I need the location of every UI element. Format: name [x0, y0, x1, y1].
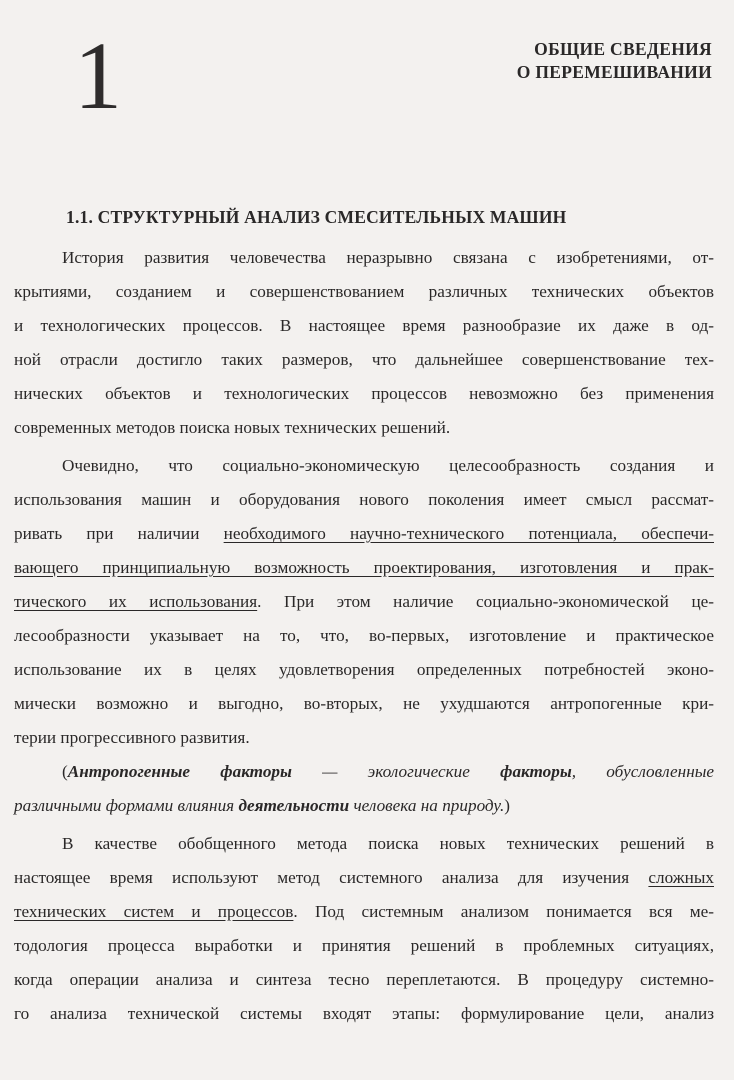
text-line: нических объектов и технологических процессов невозможно без применения [14, 384, 714, 403]
text-line: использование их в целях удовлетворения определенных потребностей эконо- [14, 660, 714, 679]
section-heading: 1.1. СТРУКТУРНЫЙ АНАЛИЗ СМЕСИТЕЛЬНЫХ МАШИН [66, 207, 567, 227]
text-span: ривать при наличии [14, 524, 224, 543]
text-line [14, 861, 714, 895]
text-span: . При этом наличие социально-экономической це- [257, 592, 714, 611]
paragraph-3 [14, 827, 714, 1031]
underlined-text: вающего принципиальную возможность проектирования, изготовления и прак- [14, 558, 714, 577]
text-line: мически возможно и выгодно, во-вторых, не ухудшаются антропогенные кри- [14, 694, 714, 713]
text-line [14, 755, 714, 789]
note-open-paren: ( [62, 762, 68, 781]
chapter-number: 1 [74, 22, 122, 129]
text-line: Очевидно, что социально-экономическую целесообразность создания и [62, 456, 714, 475]
chapter-title [517, 38, 712, 84]
text-line [14, 895, 714, 929]
underlined-text: сложных [648, 868, 714, 887]
text-span: . Под системным анализом понимается вся ме- [293, 902, 714, 921]
underlined-text: технических систем и процессов [14, 902, 294, 921]
note-paragraph [14, 755, 714, 823]
text-span: настоящее время используют метод системного анализа для изучения [14, 868, 649, 887]
note-close-paren: ) [504, 796, 510, 815]
text-line [14, 517, 714, 551]
note-term: факторы [500, 762, 572, 781]
body-text [14, 241, 714, 1031]
note-text: человека на природу. [349, 796, 505, 815]
text-line: крытиями, созданием и совершенствованием различных технических объектов [14, 282, 714, 301]
note-text: различными формами влияния [14, 796, 239, 815]
note-term: Антропогенные факторы [67, 762, 292, 781]
text-line: лесообразности указывает на то, что, во-первых, изготовление и практическое [14, 626, 714, 645]
note-text: — экологические [291, 762, 501, 781]
paragraph-2 [14, 449, 714, 755]
text-line: терии прогрессивного развития. [14, 728, 250, 747]
text-line: го анализа технической системы входят этапы: формулирование цели, анализ [14, 1004, 714, 1023]
text-line: когда операции анализа и синтеза тесно переплетаются. В процедуру системно- [14, 970, 714, 989]
text-line: современных методов поиска новых технических решений. [14, 418, 451, 437]
text-line [14, 551, 714, 585]
text-line [14, 585, 714, 619]
text-line: использования машин и оборудования нового поколения имеет смысл рассмат- [14, 490, 714, 509]
chapter-title-line-1: ОБЩИЕ СВЕДЕНИЯ [534, 39, 712, 59]
text-line: тодология процесса выработки и принятия решений в проблемных ситуациях, [14, 936, 714, 955]
text-line: История развития человечества неразрывно связана с изобретениями, от- [62, 248, 714, 267]
underlined-text: тического их использования [14, 592, 258, 611]
note-term: деятельности [238, 796, 350, 815]
note-text: , обусловленные [571, 762, 714, 781]
text-line: и технологических процессов. В настоящее время разнообразие их даже в од- [14, 316, 714, 335]
text-line: В качестве обобщенного метода поиска новых технических решений в [62, 834, 714, 853]
text-line: ной отрасли достигло таких размеров, что дальнейшее совершенствование тех- [14, 350, 714, 369]
text-line [14, 789, 714, 823]
underlined-text: необходимого научно-технического потенциала, обеспечи- [223, 524, 714, 543]
chapter-title-line-2: О ПЕРЕМЕШИВАНИИ [516, 62, 712, 82]
paragraph-1 [14, 241, 714, 445]
